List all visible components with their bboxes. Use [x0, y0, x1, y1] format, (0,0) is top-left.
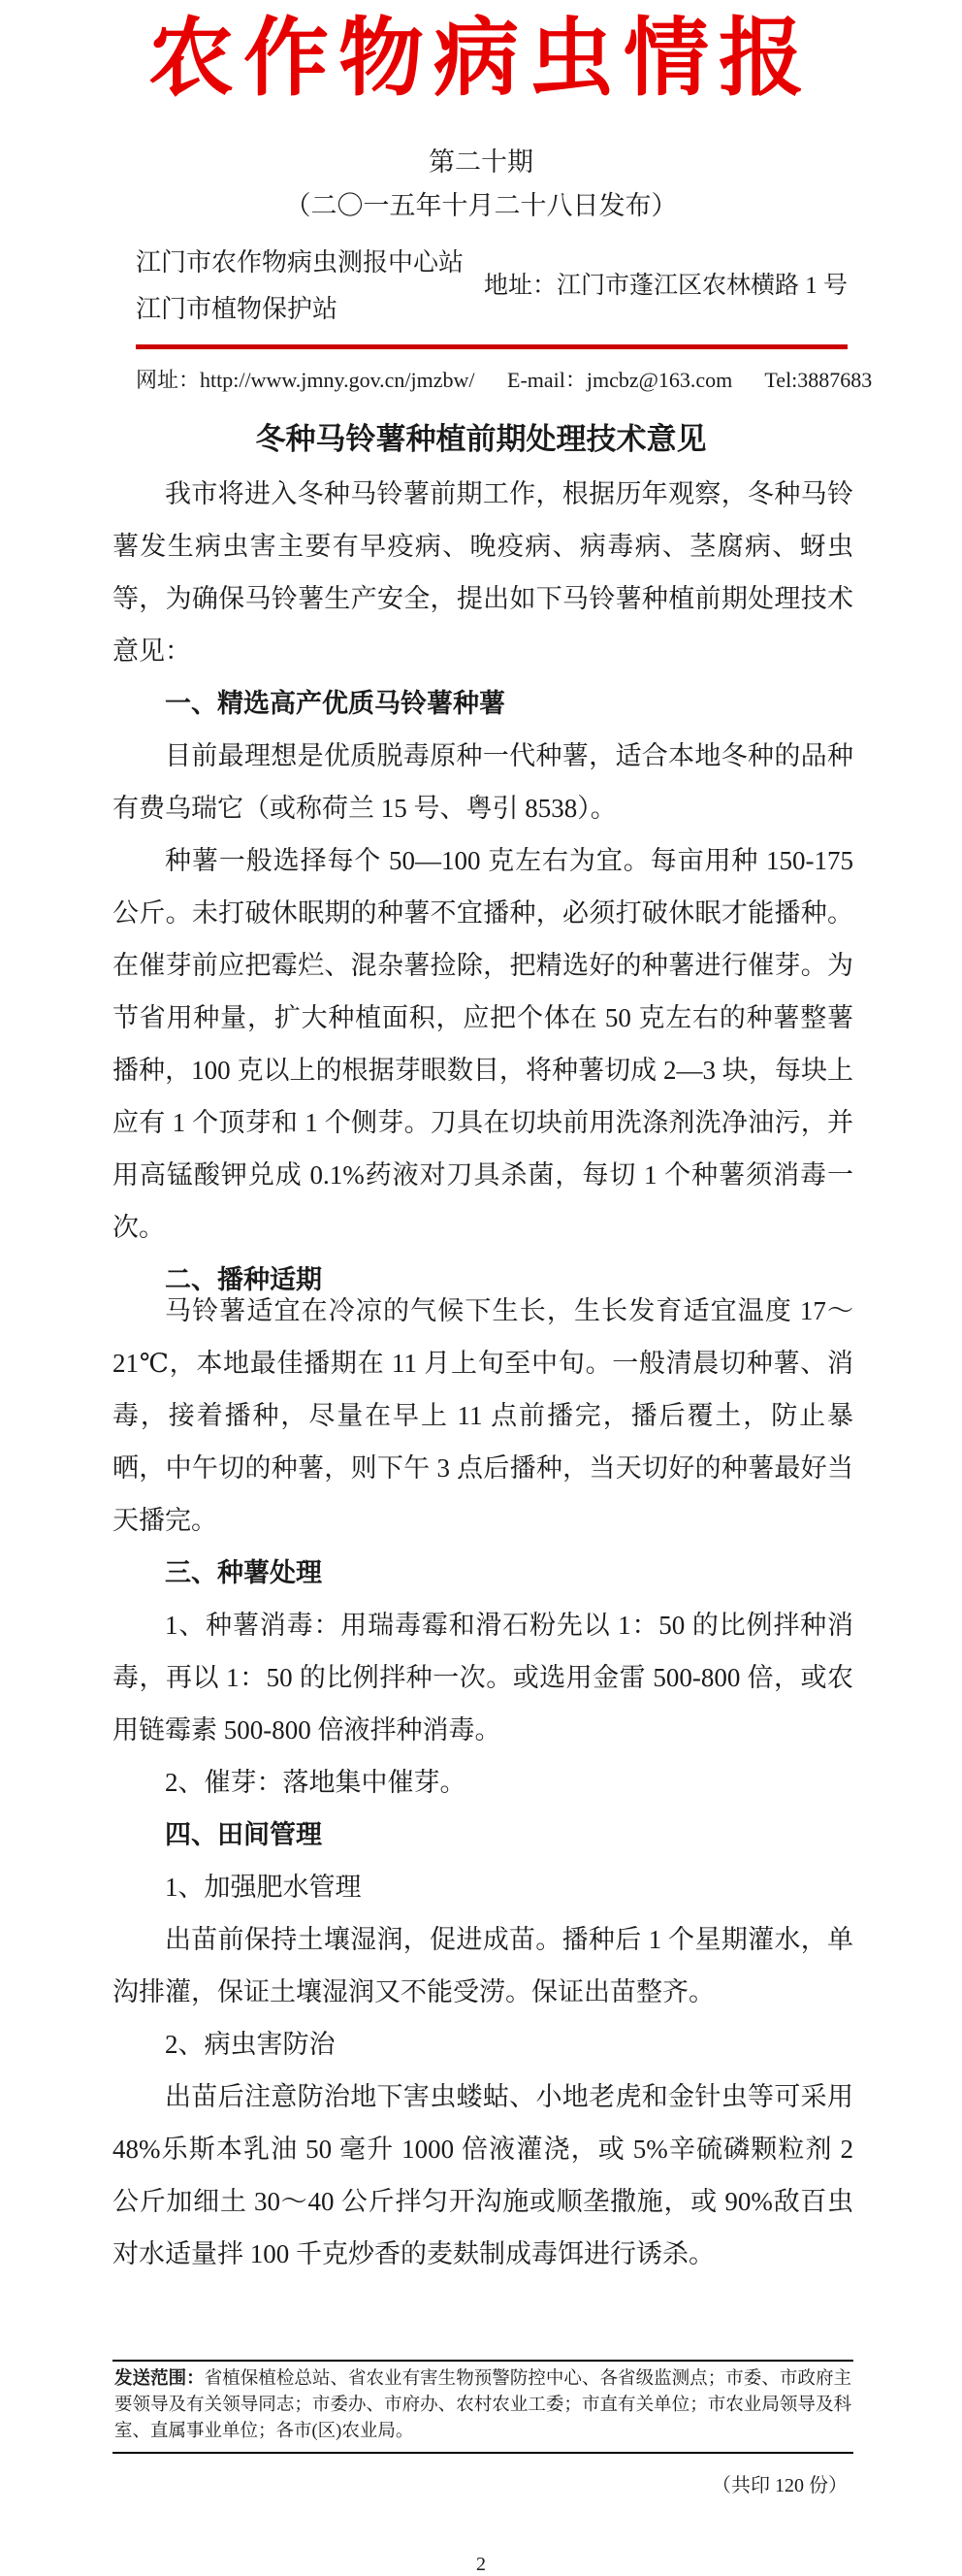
publisher-orgs — [136, 240, 464, 333]
publisher-block — [136, 240, 848, 333]
article-paragraph: 种薯一般选择每个 50—100 克左右为宜。每亩用种 150-175 公斤。未打破休眠期的种薯不宜播种，必须打破休眠才能播种。在催芽前应把霉烂、混杂薯捡除，把精选好的种薯进行催芽。为节省用种量，扩大种植面积，应把个体在 50 克左右的种薯整薯播种，100 克以上的根据芽眼数目，将种薯切成 2—3 块，每块上应有 1 个顶芽和 1 个侧芽。刀具在切块前用洗涤剂洗净油污，并用高锰酸钾兑成 0.1%药液对刀具杀菌，每切 1 个种薯须消毒一次。 — [112, 846, 853, 1243]
article-heading: 四、田间管理 — [165, 1820, 322, 1850]
article-body — [112, 468, 853, 2280]
publisher-org-2: 江门市植物保护站 — [136, 295, 338, 324]
distribution-scope — [112, 2360, 853, 2454]
article-paragraph: 2、催芽：落地集中催芽。 — [165, 1768, 466, 1798]
page-number: 2 — [476, 2554, 486, 2576]
issue-number: 第二十期 — [429, 147, 533, 178]
article-paragraph: 目前最理想是优质脱毒原种一代种薯，适合本地冬种的品种有费乌瑞它（或称荷兰 15 号、粤引 8538）。 — [112, 741, 853, 824]
contact-line — [136, 368, 873, 393]
distribution-label: 发送范围： — [114, 2369, 205, 2390]
red-divider-rule — [136, 344, 848, 349]
article-paragraph: 2、病虫害防治 — [165, 2030, 336, 2060]
contact-website: 网址：http://www.jmny.gov.cn/jmzbw/ — [136, 368, 475, 393]
article-paragraph: 1、种薯消毒：用瑞毒霉和滑石粉先以 1：50 的比例拌种消毒，再以 1：50 的比例拌种一次。或选用金雷 500-800 倍，或农用链霉素 500-800 倍液拌种消毒。 — [112, 1611, 853, 1745]
article-paragraph: 1、加强肥水管理 — [165, 1873, 362, 1903]
contact-tel: Tel:3887683 — [764, 368, 873, 393]
publisher-address: 地址：江门市蓬江区农林横路 1 号 — [483, 273, 848, 300]
publisher-org-1: 江门市农作物病虫测报中心站 — [136, 248, 465, 277]
article-title: 冬种马铃薯种植前期处理技术意见 — [255, 422, 707, 457]
article-paragraph: 出苗后注意防治地下害虫蝼蛄、小地老虎和金针虫等可采用 48%乐斯本乳油 50 毫升 1000 倍液灌浇，或 5%辛硫磷颗粒剂 2 公斤加细土 30～40 公斤拌匀开沟施或顺垄撒施，或 90%敌百虫对水适量拌 100 千克炒香的麦麸制成毒饵进行诱杀。 — [112, 2082, 853, 2269]
issue-date-line: （二〇一五年十月二十八日发布） — [284, 191, 678, 221]
article-heading: 一、精选高产优质马铃薯种薯 — [165, 689, 505, 719]
article-paragraph: 马铃薯适宜在冷凉的气候下生长，生长发育适宜温度 17～21℃，本地最佳播期在 11 月上旬至中旬。一般清晨切种薯、消毒，接着播种，尽量在早上 11 点前播完，播后覆土，防止暴晒，中午切的种薯，则下午 3 点后播种，当天切好的种薯最好当天播完。 — [112, 1296, 853, 1536]
distribution-text: 省植保植检总站、省农业有害生物预警防控中心、各省级监测点；市委、市政府主要领导及有关领导同志；市委办、市府办、农村农业工委；市直有关单位；市农业局领导及科室、直属事业单位；各市(区)农业局。 — [114, 2369, 851, 2442]
article-paragraph: 出苗前保持土壤湿润，促进成苗。播种后 1 个星期灌水，单沟排灌，保证土壤湿润又不能受涝。保证出苗整齐。 — [112, 1925, 853, 2007]
contact-email: E-mail：jmcbz@163.com — [507, 368, 733, 393]
article-heading: 二、播种适期 — [165, 1265, 322, 1295]
masthead-title: 农作物病虫情报 — [147, 13, 814, 107]
print-count: （共印 120 份） — [712, 2475, 848, 2497]
article-heading: 三、种薯处理 — [165, 1558, 322, 1588]
article-paragraph: 我市将进入冬种马铃薯前期工作，根据历年观察，冬种马铃薯发生病虫害主要有早疫病、晚疫病、病毒病、茎腐病、蚜虫等，为确保马铃薯生产安全，提出如下马铃薯种植前期处理技术意见： — [112, 479, 853, 667]
